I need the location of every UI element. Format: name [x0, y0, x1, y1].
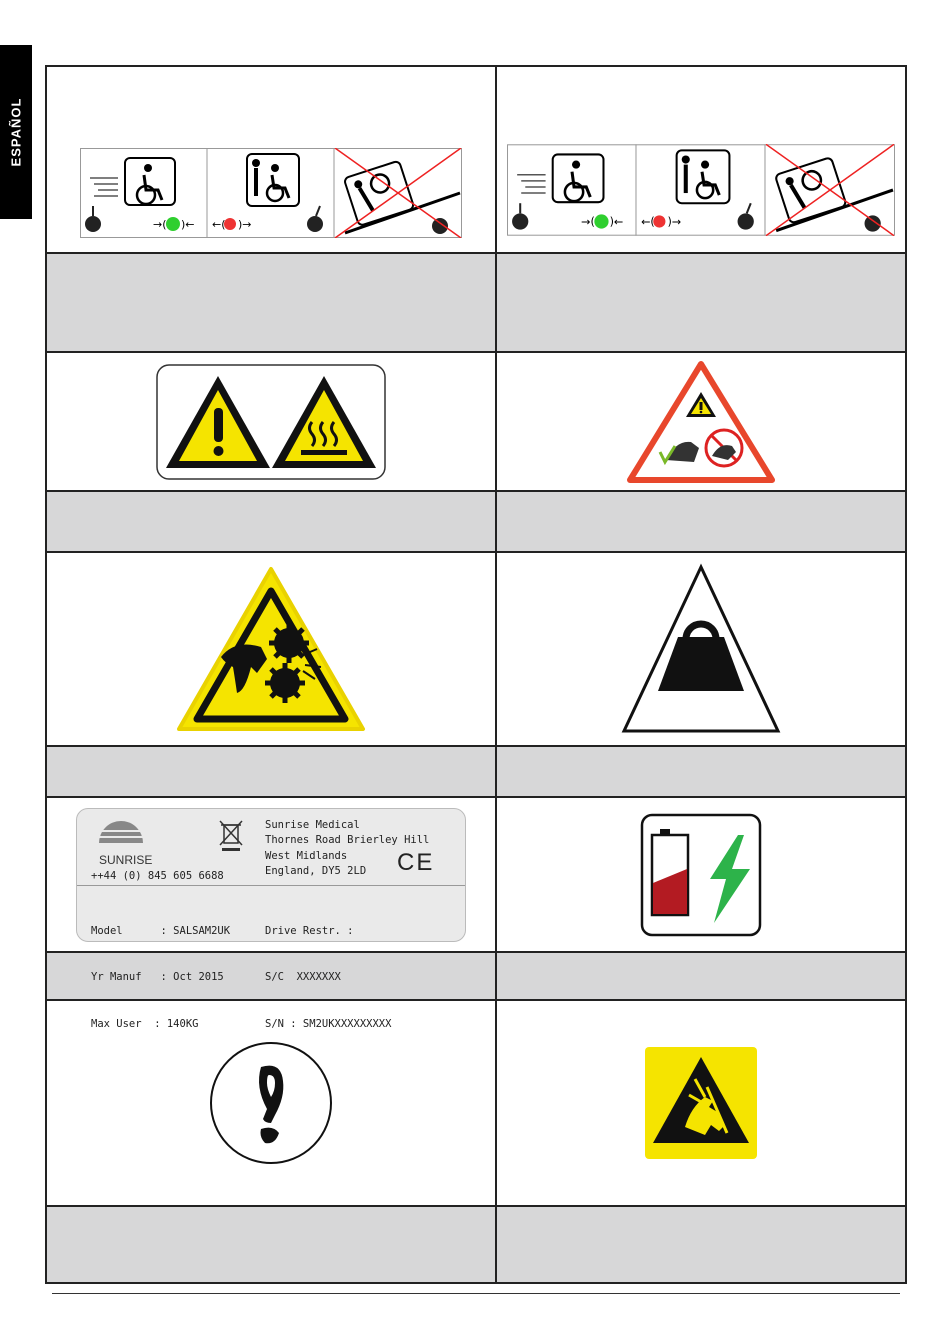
description-cell [46, 253, 496, 352]
plate-right-rows [265, 893, 391, 1064]
table-row [46, 1206, 906, 1283]
wheelchair-drive-push-labels-icon [507, 144, 895, 236]
description-cell [496, 491, 906, 552]
svg-text:)←: )← [609, 215, 624, 229]
description-cell [46, 491, 496, 552]
wheelchair-drive-push-labels-icon [80, 148, 462, 238]
svg-text:→(: →( [153, 217, 167, 231]
table-row [46, 66, 906, 253]
foot-warning-cell [496, 352, 906, 491]
phone-number: ++44 (0) 845 605 6688 [91, 869, 224, 882]
description-cell [496, 746, 906, 797]
foot-crush-warning-icon [626, 360, 776, 484]
sunrise-logo-icon [97, 817, 145, 851]
table-row [46, 552, 906, 746]
table-row [46, 797, 906, 952]
weight-cell [496, 552, 906, 746]
warning-hot-surface-icon [156, 364, 386, 480]
plate-row: Yr Manuf : Oct 2015 [91, 971, 224, 983]
brand-name: SUNRISE [99, 852, 153, 867]
serial-plate [76, 808, 466, 1030]
footer-rule [52, 1293, 900, 1294]
table-row [46, 253, 906, 352]
description-cell [496, 253, 906, 352]
electrostatic-sensitive-icon [645, 1047, 757, 1159]
drive-mode-cell-left [46, 66, 496, 253]
language-label: ESPAÑOL [8, 97, 24, 167]
plate-row: S/N : SM2UKXXXXXXXXX [265, 1017, 392, 1030]
plate-left-rows [91, 893, 230, 1064]
esd-cell [496, 1000, 906, 1206]
svg-text:←(: ←( [212, 217, 226, 231]
plate-row: Model : SALSAM2UK [91, 924, 231, 937]
serial-plate-cell [46, 797, 496, 1030]
warning-hot-cell [46, 352, 496, 491]
battery-cell [496, 797, 906, 952]
svg-text:)→: )→ [667, 215, 682, 229]
address-line: Thornes Road Brierley Hill [265, 834, 430, 846]
plate-divider [77, 885, 465, 886]
table-row [46, 491, 906, 552]
crossed-bin-icon [217, 818, 245, 852]
table-row [46, 746, 906, 797]
description-cell [496, 1206, 906, 1283]
description-cell [46, 746, 496, 797]
plate-row: Max User : 140KG [91, 1017, 199, 1030]
address-line: Sunrise Medical [265, 818, 360, 831]
svg-text:)→: )→ [238, 217, 252, 231]
address-line: England, DY5 2LD [265, 865, 367, 877]
table-row [46, 352, 906, 491]
language-side-tab [0, 45, 32, 219]
drive-mode-cell-right [496, 66, 906, 253]
svg-text:)←: )← [181, 217, 195, 231]
battery-charge-icon [640, 813, 762, 937]
svg-text:←(: ←( [641, 215, 655, 229]
description-cell [496, 952, 906, 1000]
description-cell [46, 1206, 496, 1283]
gear-hazard-cell [46, 552, 496, 746]
plate-row: S/C XXXXXXX [265, 971, 341, 983]
hand-entanglement-gears-icon [175, 565, 367, 733]
plate-row: Drive Restr. : [265, 924, 354, 937]
symbol-table [45, 65, 907, 1284]
weight-limit-icon [620, 563, 782, 735]
svg-text:→(: →( [581, 215, 595, 229]
ce-mark: CE [397, 848, 435, 876]
address-line: West Midlands [265, 849, 348, 862]
